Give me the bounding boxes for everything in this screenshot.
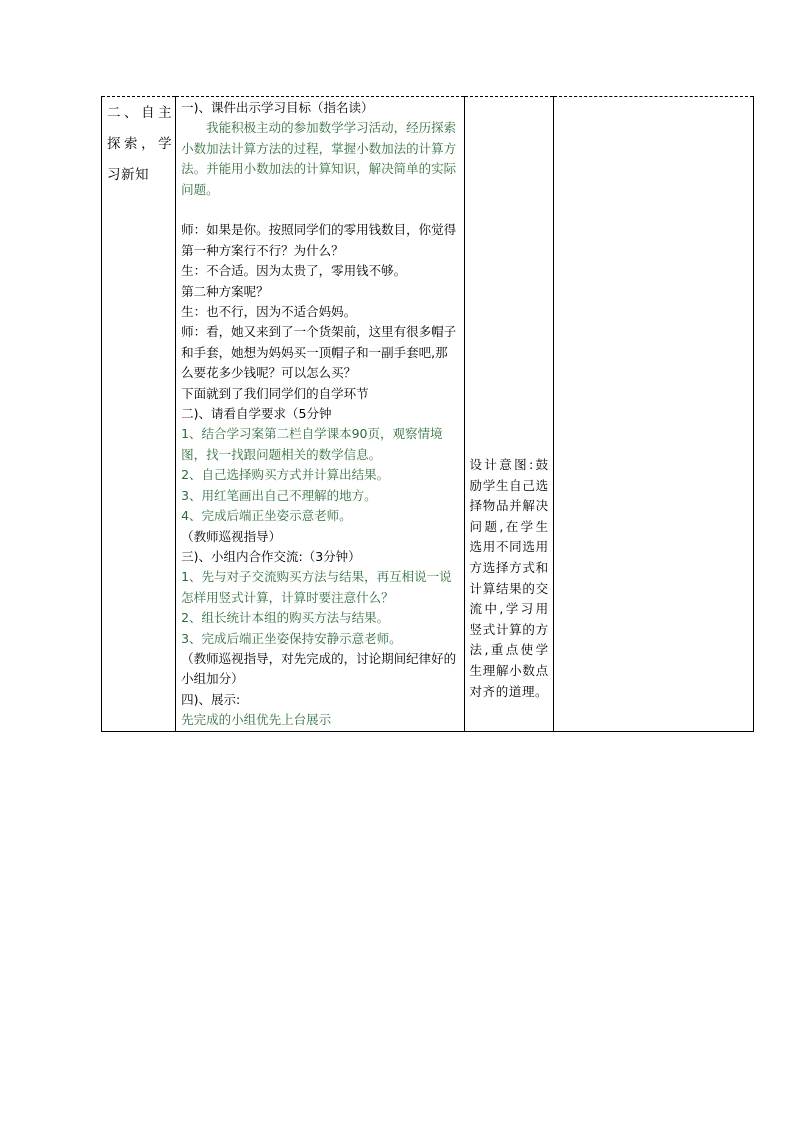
section-heading-4: 四)、展示: bbox=[181, 691, 241, 707]
group-work-item: 2、组长统计本组的购买方法与结果。 bbox=[181, 610, 390, 626]
lesson-plan-table bbox=[101, 96, 754, 732]
dialogue-line: 下面就到了我们同学们的自学环节 bbox=[181, 385, 369, 401]
stage-cell: 二、自主探索，学习新知 bbox=[102, 97, 176, 732]
dialogue-line: 生：也不行，因为不适合妈妈。 bbox=[181, 304, 357, 320]
group-work-item: 1、先与对子交流购买方法与结果，再互相说一说怎样用竖式计算，计算时要注意什么？ bbox=[181, 569, 452, 605]
group-work-item: 3、完成后端正坐姿保持安静示意老师。 bbox=[181, 630, 402, 646]
spacer bbox=[181, 200, 459, 220]
table-row bbox=[102, 97, 754, 732]
self-study-item: 2、自己选择购买方式并计算出结果。 bbox=[181, 467, 390, 483]
section-heading-3: 三)、小组内合作交流:（3分钟） bbox=[181, 548, 361, 564]
notes-cell bbox=[553, 97, 753, 732]
self-study-item: 4、完成后端正坐姿示意老师。 bbox=[181, 508, 352, 524]
dialogue-line: 生：不合适。因为太贵了，零用钱不够。 bbox=[181, 263, 407, 279]
content-cell bbox=[176, 97, 464, 732]
self-study-item: 3、用红笔画出自己不理解的地方。 bbox=[181, 487, 377, 503]
section-heading-2: 二)、请看自学要求（5分钟 bbox=[181, 406, 332, 422]
teacher-note: （教师巡视指导，对先完成的，讨论期间纪律好的小组加分） bbox=[181, 650, 457, 687]
teacher-note: （教师巡视指导） bbox=[181, 528, 282, 544]
self-study-item: 1、结合学习案第二栏自学课本90页，观察情境图，找一找跟问题相关的数学信息。 bbox=[181, 426, 443, 462]
dialogue-line: 师：如果是你。按照同学们的零用钱数目，你觉得第一种方案行不行？为什么？ bbox=[181, 222, 457, 258]
learning-goal: 我能积极主动的参加数学学习活动，经历探索小数加法计算方法的过程，掌握小数加法的计算方法。并能用小数加法的计算知识，解决简单的实际问题。 bbox=[181, 120, 457, 197]
dialogue-line: 师：看，她又来到了一个货架前，这里有很多帽子和手套，她想为妈妈买一顶帽子和一副手套吧,那么要花多少钱呢？可以怎么买？ bbox=[181, 324, 457, 381]
dialogue-line: 第二种方案呢？ bbox=[181, 283, 269, 299]
section-heading-1: 一)、课件出示学习目标（指名读） bbox=[181, 100, 374, 115]
design-intent-cell: 设计意图:鼓励学生自己选择物品并解决问题,在学生选用不同选用方选择方式和计算结果的交流中,学习用竖式计算的方法,重点使学生理解小数点对齐的道理。 bbox=[464, 97, 553, 732]
show-text: 先完成的小组优先上台展示 bbox=[181, 712, 332, 728]
